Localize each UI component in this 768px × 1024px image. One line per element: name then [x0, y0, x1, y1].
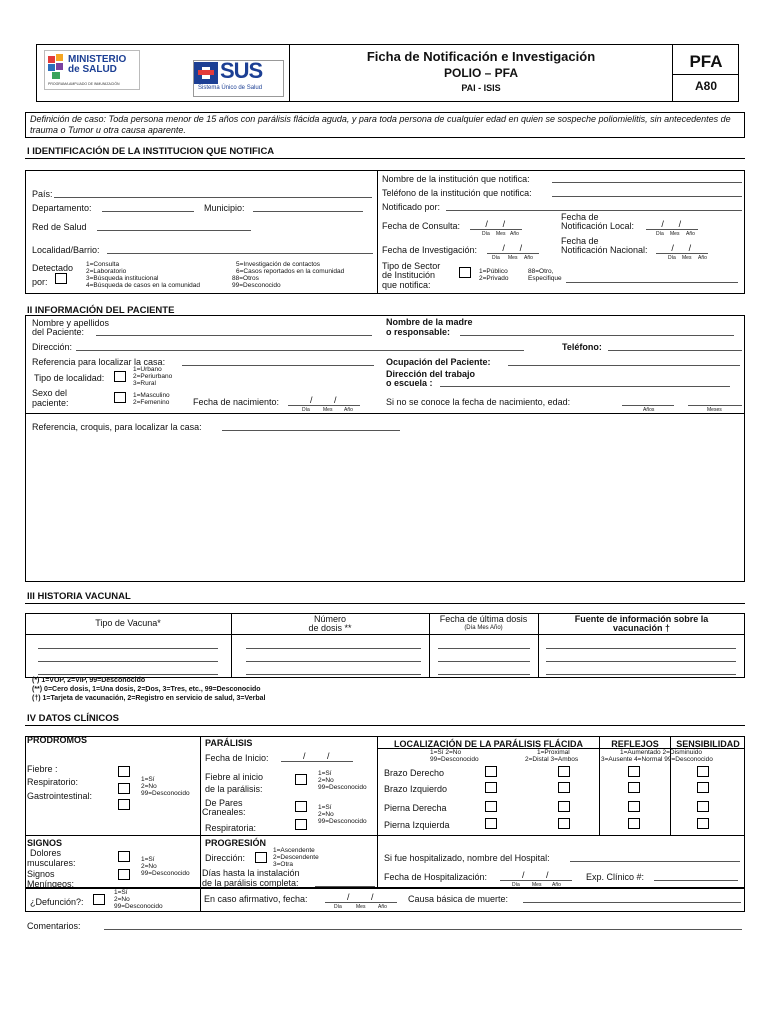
fecha-consulta-dia: Día [482, 231, 490, 237]
notificado-por-field[interactable] [446, 210, 742, 211]
reflejos-header: REFLEJOS [611, 739, 659, 749]
ministry-logo-text: MINISTERIO de SALUD [68, 54, 127, 75]
progresion-option-des: 2=Descendente [273, 854, 319, 861]
notificado-por-label: Notificado por: [382, 202, 441, 212]
date-separator: / [334, 395, 337, 405]
expediente-field[interactable] [654, 880, 738, 881]
fiebre-label: Fiebre : [27, 764, 58, 774]
doses-header-2: de dosis ** [308, 623, 352, 633]
sector-option-1: 1=Público [479, 268, 508, 275]
vaccine-note-3: (†) 1=Tarjeta de vacunación, 2=Registro en servicio de salud, 3=Verbal [32, 695, 266, 702]
red-salud-field[interactable] [97, 230, 251, 231]
pierna-izquierda-label: Pierna Izquierda [384, 820, 450, 830]
last-dose-header-2: (Día Mes Año) [464, 625, 503, 631]
fecha-nacimiento-anio: Año [344, 407, 353, 413]
vaccine-row-1-col-2-field[interactable] [246, 648, 421, 649]
prodromos-option-si: 1=Sí [141, 776, 155, 783]
fiebre-inicio-option-no: 2=No [318, 777, 334, 784]
date-separator: / [678, 219, 682, 229]
vaccine-row-1-col-4-field[interactable] [546, 648, 736, 649]
fiebre-checkbox[interactable] [118, 766, 130, 777]
fecha-nacimiento-label: Fecha de nacimiento: [193, 397, 280, 407]
fecha-notificacion-local-field[interactable] [646, 229, 698, 230]
defuncion-option-si: 1=Sí [114, 889, 128, 896]
tipo-sector-label-3: que notifica: [382, 280, 431, 290]
date-separator: / [502, 243, 505, 253]
nombre-institucion-field[interactable] [552, 182, 742, 183]
hospital-label: Si fue hospitalizado, nombre del Hospital: [384, 853, 550, 863]
tipo-localidad-label: Tipo de localidad: [34, 373, 105, 383]
sus-logo-frame [193, 60, 284, 97]
sexo-label: paciente: [32, 398, 69, 408]
vaccine-row-3-col-1-field[interactable] [38, 674, 218, 675]
brazo-derecho-reflejos-checkbox[interactable] [628, 766, 640, 777]
detectado-option-3: 3=Búsqueda institucional [86, 275, 159, 282]
pares-craneales-label-1: De Pares [205, 798, 243, 808]
hospital-field[interactable] [570, 861, 740, 862]
signos-meningeos-label-1: Signos [27, 869, 55, 879]
reflejos-option-2: 3=Ausente 4=Normal 99=Desconocido [601, 756, 713, 763]
brazo-derecho-label: Brazo Derecho [384, 768, 445, 778]
pares-option-desc: 99=Desconocido [318, 818, 367, 825]
fecha-investigacion-label: Fecha de Investigación: [382, 245, 478, 255]
fecha-local-anio: Año [686, 231, 695, 237]
edad-label: Si no se conoce la fecha de nacimiento, edad: [386, 397, 571, 407]
red-salud-label: Red de Salud [32, 222, 87, 232]
telefono-institucion-label: Teléfono de la institución que notifica: [382, 188, 532, 198]
vaccine-row-2-col-2-field[interactable] [246, 661, 421, 662]
signos-meningeos-checkbox[interactable] [118, 869, 130, 880]
nombre-paciente-field[interactable] [96, 335, 372, 336]
brazo-izquierdo-label: Brazo Izquierdo [384, 784, 448, 794]
direccion-trabajo-field[interactable] [440, 386, 730, 387]
brazo-izquierdo-sino-checkbox[interactable] [485, 782, 497, 793]
croquis-drawing-area[interactable] [28, 436, 742, 578]
tipo-sector-label-1: Tipo de Sector [382, 261, 441, 271]
fecha-hospitalizacion-field[interactable] [500, 880, 572, 881]
ministry-logo-subtext: PROGRAMA AMPLIADO DE INMUNIZACIÓN [48, 82, 120, 86]
fecha-consulta-field[interactable] [470, 229, 522, 230]
sexo-option-2: 2=Femenino [133, 399, 170, 406]
comentarios-label: Comentarios: [27, 921, 81, 931]
fecha-inicio-field[interactable] [281, 761, 353, 762]
sus-logo-text: SUS [220, 58, 263, 83]
detectado-option-99: 99=Desconocido [232, 282, 281, 289]
progresion-header: PROGRESIÓN [205, 838, 267, 848]
sexo-checkbox[interactable] [114, 392, 126, 403]
municipio-field[interactable] [253, 211, 363, 212]
edad-meses-label: Meses [707, 407, 722, 413]
prodromos-header: PRODROMOS [27, 735, 88, 745]
departamento-label: Departamento: [32, 203, 92, 213]
pierna-derecha-tipo-checkbox[interactable] [558, 801, 570, 812]
pierna-derecha-reflejos-checkbox[interactable] [628, 801, 640, 812]
localidad-option-2: 2=Periurbano [133, 373, 173, 380]
pares-craneales-label: Craneales: [202, 807, 246, 817]
fecha-hosp-dia: Día [512, 882, 520, 888]
defuncion-label: ¿Defunción?: [30, 897, 84, 907]
fecha-nacional-mes: Mes [682, 255, 692, 261]
respiratoria-label: Respiratoria: [205, 823, 257, 833]
gastrointestinal-label: Gastrointestinal: [27, 791, 93, 801]
reflejos-option-1: 1=Aumentado 2=Disminuido [620, 749, 703, 756]
edad-anios-label: Años [643, 407, 655, 413]
fecha-notificacion-nacional-field[interactable] [656, 253, 708, 254]
sensibilidad-header: SENSIBILIDAD [676, 739, 740, 749]
expediente-label: Exp. Clínico #: [586, 872, 645, 882]
causa-muerte-label: Causa básica de muerte: [408, 894, 509, 904]
fecha-defuncion-label: En caso afirmativo, fecha: [204, 894, 308, 904]
signos-option-desc: 99=Desconocido [141, 870, 190, 877]
localizacion-option-desc: 99=Desconocido [430, 756, 479, 763]
pares-option-no: 2=No [318, 811, 334, 818]
direccion-trabajo-label-1: Dirección del trabajo [386, 369, 476, 379]
detectado-checkbox[interactable] [55, 273, 67, 284]
fecha-notificacion-nacional-label-1: Fecha de [561, 236, 599, 246]
section-2-title: II INFORMACIÓN DEL PACIENTE [27, 305, 175, 316]
paralisis-header: PARÁLISIS [205, 738, 253, 748]
sexo-label-1: Sexo del [32, 388, 68, 398]
fiebre-inicio-option-desc: 99=Desconocido [318, 784, 367, 791]
program-name: PAI - ISIS [461, 83, 501, 93]
fecha-local-dia: Día [656, 231, 664, 237]
nombre-institucion-label: Nombre de la institución que notifica: [382, 174, 530, 184]
referencia-label: Referencia para localizar la casa: [32, 357, 166, 367]
direccion-field[interactable] [76, 350, 524, 351]
fecha-investigacion-dia: Día [492, 255, 500, 261]
pierna-izquierda-sino-checkbox[interactable] [485, 818, 497, 829]
localidad-option-1: 1=Urbano [133, 366, 162, 373]
fecha-consulta-label: Fecha de Consulta: [382, 221, 461, 231]
fecha-consulta-mes: Mes [496, 231, 506, 237]
dolores-checkbox[interactable] [118, 851, 130, 862]
section-1-title: I IDENTIFICACIÓN DE LA INSTITUCION QUE NOTIFICA [27, 146, 275, 157]
vaccine-row-2-col-1-field[interactable] [38, 661, 218, 662]
localizacion-option-distal: 2=Distal 3=Ambos [525, 756, 579, 763]
fecha-investigacion-mes: Mes [508, 255, 518, 261]
last-dose-header-1: Fecha de última dosis [439, 614, 528, 624]
municipio-label: Municipio: [204, 203, 245, 213]
defuncion-option-desc: 99=Desconocido [114, 903, 163, 910]
date-separator: / [661, 219, 664, 229]
localidad-label: Localidad/Barrio: [32, 245, 100, 255]
date-separator: / [327, 751, 330, 761]
fiebre-inicio-option-si: 1=Sí [318, 770, 332, 777]
detectado-por-label: por: [32, 277, 48, 287]
fecha-hospitalizacion-label: Fecha de Hospitalización: [384, 872, 488, 882]
vaccine-type-header: Tipo de Vacuna* [95, 618, 161, 628]
referencia-field[interactable] [182, 365, 374, 366]
brazo-izquierdo-tipo-checkbox[interactable] [558, 782, 570, 793]
fecha-defuncion-field[interactable] [325, 902, 397, 903]
detectado-option-6: 6=Casos reportados en la comunidad [236, 268, 345, 275]
date-separator: / [371, 892, 374, 902]
localizacion-option-sino: 1=Sí 2=No [430, 749, 462, 756]
nombre-paciente-label-1: Nombre y apellidos [32, 318, 110, 328]
localidad-option-3: 3=Rural [133, 380, 156, 387]
tipo-localidad-checkbox[interactable] [114, 371, 126, 382]
fecha-nacimiento-dia: Día [302, 407, 310, 413]
fecha-defuncion-anio: Año [378, 904, 387, 910]
sector-option-2: 2=Privado [479, 275, 509, 282]
fecha-inicio-label: Fecha de Inicio: [205, 753, 269, 763]
section-4-title: IV DATOS CLÍNICOS [27, 713, 120, 724]
pierna-derecha-sino-checkbox[interactable] [485, 801, 497, 812]
fiebre-inicio-label: de la parálisis: [205, 784, 263, 794]
fecha-investigacion-field[interactable] [487, 253, 539, 254]
detectado-option-5: 5=Investigación de contactos [236, 261, 321, 268]
detectado-label: Detectado [32, 263, 74, 273]
progresion-direccion-checkbox[interactable] [255, 852, 267, 863]
direccion-trabajo-label: o escuela : [386, 378, 433, 388]
fecha-notificacion-local-label-1: Fecha de [561, 212, 599, 222]
date-separator: / [303, 751, 306, 761]
dolores-label-1: Dolores [30, 848, 62, 858]
localizacion-option-proximal: 1=Proximal [537, 749, 570, 756]
fecha-nacional-anio: Año [698, 255, 707, 261]
case-definition: Definición de caso: Toda persona menor de 15 años con parálisis flácida aguda, y para toda persona de cualquier edad en quien se sospeche poliomielitis, sin antecedentes de trauma o Tumor u otra causa aparente. [30, 114, 731, 135]
pierna-izquierda-tipo-checkbox[interactable] [558, 818, 570, 829]
ocupacion-label: Ocupación del Paciente: [386, 357, 491, 367]
respiratoria-checkbox[interactable] [295, 819, 307, 830]
fecha-notificacion-nacional-label: Notificación Nacional: [561, 245, 648, 255]
croquis-field[interactable] [222, 430, 400, 431]
brazo-izquierdo-sensibilidad-checkbox[interactable] [697, 782, 709, 793]
date-separator: / [519, 243, 523, 253]
brazo-derecho-sino-checkbox[interactable] [485, 766, 497, 777]
localizacion-header: LOCALIZACIÓN DE LA PARÁLISIS FLÁCIDA [394, 739, 583, 749]
dias-instalacion-field[interactable] [315, 886, 375, 887]
ocupacion-field[interactable] [508, 365, 740, 366]
vaccine-row-2-col-4-field[interactable] [546, 661, 736, 662]
telefono-institucion-field[interactable] [552, 196, 742, 197]
sector-option-88: 88=Otro, [528, 268, 554, 275]
brazo-derecho-sensibilidad-checkbox[interactable] [697, 766, 709, 777]
pares-option-si: 1=Sí [318, 804, 332, 811]
dias-instalacion-label-1: Días hasta la instalación [202, 868, 300, 878]
tipo-sector-label-2: de Institución [382, 270, 436, 280]
date-separator: / [310, 395, 313, 405]
fecha-defuncion-mes: Mes [356, 904, 366, 910]
comentarios-field[interactable] [104, 929, 742, 930]
date-separator: / [485, 219, 488, 229]
pierna-izquierda-reflejos-checkbox[interactable] [628, 818, 640, 829]
vaccine-row-2-col-3-field[interactable] [438, 661, 530, 662]
gastrointestinal-checkbox[interactable] [118, 799, 130, 810]
fecha-nacional-dia: Día [668, 255, 676, 261]
progresion-option-otra: 3=Otra [273, 861, 294, 868]
form-number: A80 [694, 79, 717, 93]
section-3-title: III HISTORIA VACUNAL [27, 591, 131, 602]
pais-label: País: [32, 189, 53, 199]
respiratorio-label: Respiratorio: [27, 777, 79, 787]
sexo-option-1: 1=Masculino [133, 392, 170, 399]
direccion-label: Dirección: [32, 342, 73, 352]
nombre-paciente-label: del Paciente: [32, 327, 85, 337]
fecha-nacimiento-mes: Mes [323, 407, 333, 413]
croquis-label: Referencia, croquis, para localizar la casa: [32, 422, 202, 432]
fecha-defuncion-dia: Día [334, 904, 342, 910]
telefono-label: Teléfono: [562, 342, 602, 352]
brazo-derecho-tipo-checkbox[interactable] [558, 766, 570, 777]
departamento-field[interactable] [102, 211, 194, 212]
fecha-investigacion-anio: Año [524, 255, 533, 261]
source-header-1: Fuente de información sobre la [574, 614, 709, 624]
sector-especifique-label: Especifique [528, 275, 562, 282]
nombre-madre-field[interactable] [460, 335, 734, 336]
edad-meses-field[interactable] [688, 405, 742, 406]
date-separator: / [502, 219, 506, 229]
vaccine-note-1: (*) 1=VOP, 2=VIP, 99=Desconocido [32, 677, 146, 684]
signos-header: SIGNOS [27, 838, 63, 848]
date-separator: / [347, 892, 350, 902]
pais-field[interactable] [54, 197, 372, 198]
defuncion-option-no: 2=No [114, 896, 130, 903]
fecha-hosp-anio: Año [552, 882, 561, 888]
pares-craneales-checkbox[interactable] [295, 801, 307, 812]
date-separator: / [522, 870, 525, 880]
detectado-option-1: 1=Consulta [86, 261, 120, 268]
sector-especifique-field[interactable] [566, 282, 738, 283]
signos-option-no: 2=No [141, 863, 157, 870]
signos-meningeos-label: Meníngeos: [27, 879, 75, 889]
form-title: Ficha de Notificación e Investigación [366, 49, 596, 64]
fiebre-inicio-label-1: Fiebre al inicio [205, 772, 264, 782]
vaccine-row-3-col-3-field[interactable] [438, 674, 530, 675]
fecha-consulta-anio: Año [510, 231, 519, 237]
form-subtitle: POLIO – PFA [443, 66, 518, 80]
signos-option-si: 1=Sí [141, 856, 155, 863]
dias-instalacion-label: de la parálisis completa: [202, 878, 299, 888]
brazo-izquierdo-reflejos-checkbox[interactable] [628, 782, 640, 793]
pierna-derecha-label: Pierna Derecha [384, 803, 447, 813]
vaccine-row-1-col-1-field[interactable] [38, 648, 218, 649]
fiebre-inicio-checkbox[interactable] [295, 774, 307, 785]
fecha-local-mes: Mes [670, 231, 680, 237]
vaccine-note-2: (**) 0=Cero dosis, 1=Una dosis, 2=Dos, 3=Tres, etc., 99=Desconocido [32, 686, 261, 693]
detectado-option-2: 2=Laboratorio [86, 268, 127, 275]
source-header-2: vacunación † [612, 623, 671, 633]
date-separator: / [688, 243, 692, 253]
localidad-field[interactable] [107, 253, 373, 254]
edad-anios-field[interactable] [622, 405, 674, 406]
vaccine-row-3-col-4-field[interactable] [546, 674, 736, 675]
respiratorio-checkbox[interactable] [118, 783, 130, 794]
detectado-option-4: 4=Búsqueda de casos en la comunidad [86, 282, 201, 289]
progresion-direccion-label: Dirección: [205, 853, 246, 863]
progresion-option-asc: 1=Ascendente [273, 847, 315, 854]
form-code: PFA [689, 52, 723, 71]
fecha-notificacion-local-label: Notificación Local: [561, 221, 635, 231]
doses-header-1: Número [313, 614, 346, 624]
detectado-option-88: 88=Otros [232, 275, 259, 282]
pierna-izquierda-sensibilidad-checkbox[interactable] [697, 818, 709, 829]
ministry-logo-frame [44, 50, 140, 90]
prodromos-option-no: 2=No [141, 783, 157, 790]
causa-muerte-field[interactable] [523, 902, 741, 903]
date-separator: / [546, 870, 549, 880]
dolores-label: musculares: [27, 858, 76, 868]
nombre-madre-label-1: Nombre de la madre [386, 317, 473, 327]
prodromos-option-desc: 99=Desconocido [141, 790, 190, 797]
fecha-nacimiento-field[interactable] [288, 405, 360, 406]
defuncion-checkbox[interactable] [93, 894, 105, 905]
date-separator: / [671, 243, 674, 253]
vaccine-row-3-col-2-field[interactable] [246, 674, 421, 675]
vaccine-row-1-col-3-field[interactable] [438, 648, 530, 649]
telefono-field[interactable] [608, 350, 742, 351]
fecha-hosp-mes: Mes [532, 882, 542, 888]
pierna-derecha-sensibilidad-checkbox[interactable] [697, 801, 709, 812]
nombre-madre-label: o responsable: [386, 327, 451, 337]
sus-logo-subtext: Sistema Único de Salud [198, 85, 263, 91]
tipo-sector-checkbox[interactable] [459, 267, 471, 278]
